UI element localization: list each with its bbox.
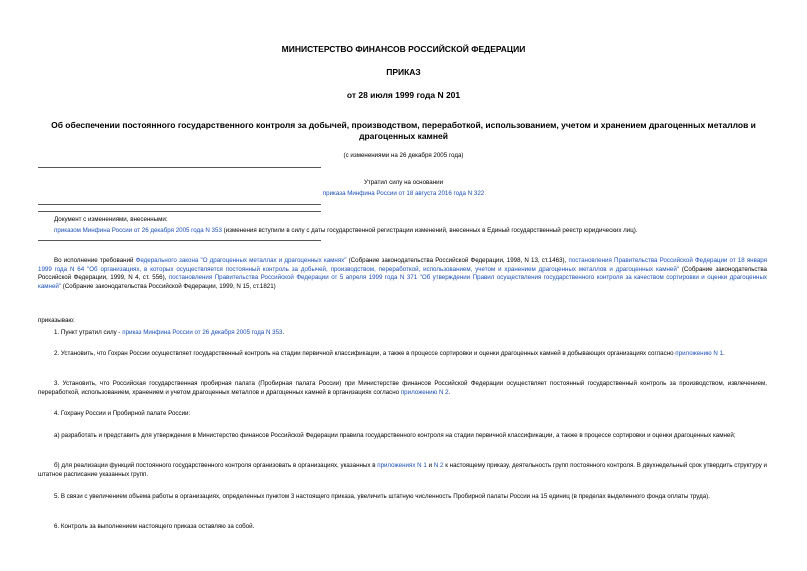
item-1: 1. Пункт утратил силу - приказ Минфина России от 26 декабря 2005 года N 353. bbox=[54, 329, 285, 336]
appendix-2-link[interactable]: приложению N 2 bbox=[400, 388, 449, 396]
document-title: Об обеспечении постоянного государственного контроля за добычей, производством, переработкой, использованием, учетом и хранением драгоценных металлов и драгоценных камней bbox=[51, 120, 756, 141]
changes-line bbox=[54, 227, 784, 236]
doc-type-heading: ПРИКАЗ bbox=[386, 67, 421, 77]
changes-label: Документ с изменениями, внесенными: bbox=[54, 216, 168, 223]
appendix-2-short-link[interactable]: N 2 bbox=[433, 462, 444, 469]
item-6: 6. Контроль за выполнением настоящего приказа оставляю за собой. bbox=[54, 523, 255, 530]
item-4b: б) для реализации функций постоянного государственного контроля организовать в организациях, указанных в приложениях N 1 и N 2 к настоящему приказу, деятельность групп постоянного контроля. В двухнедельный срок утвердить структуру и штатное расписание указанных групп. bbox=[38, 462, 767, 478]
item-4: 4. Гохрану России и Пробирной палате России: bbox=[54, 410, 191, 417]
repeal-order-link[interactable]: приказа Минфина России от 18 августа 2016 года N 322 bbox=[322, 190, 485, 197]
item-4a: а) разработать и представить для утверждения в Министерство финансов Российской Федерации правила государственного контроля на стадии первичной классификации, а также в процессе сортировки и оценки драгоценных камней; bbox=[54, 432, 736, 439]
item-1-link[interactable]: приказ Минфина России от 26 декабря 2005 года N 353 bbox=[122, 329, 283, 336]
government-decree-371-link[interactable]: постановления Правительства Российской Федерации от 5 апреля 1999 года N 371 "Об утверждении Правил осуществления государственного контроля за качеством сортировки и оценки драгоценных камней" bbox=[38, 274, 767, 290]
government-decree-64-link[interactable]: постановления Правительства Российской Федерации от 18 января 1999 года N 64 "Об организациях, в которых осуществляется постоянный контроль за добычей, производством, переработкой, использованием, учетом и хранением драгоценных металлов и драгоценных камней" bbox=[38, 257, 767, 273]
repeal-line: Утратил силу на основании bbox=[363, 179, 444, 186]
item-5: 5. В связи с увеличением объема работы в организациях, определенных пунктом 3 настоящего приказа, увеличить штатную численность Пробирной палаты России на 15 единиц (в пределах выделенного фонда оплаты труда). bbox=[54, 493, 710, 500]
amendments-note: (с изменениями на 26 декабря 2005 года) bbox=[343, 152, 464, 159]
appendix-1-link[interactable]: приложению N 1 bbox=[675, 350, 724, 357]
date-number-heading: от 28 июля 1999 года N 201 bbox=[346, 90, 461, 100]
ministry-heading: МИНИСТЕРСТВО ФИНАНСОВ РОССИЙСКОЙ ФЕДЕРАЦИИ bbox=[281, 44, 526, 54]
item-2: 2. Установить, что Гохран России осуществляет государственный контроль на стадии первичной классификации, а также в процессе сортировки и оценки драгоценных камней в добывающих организациях согласно приложению N 1. bbox=[54, 350, 725, 357]
changes-tail: (изменения вступили в силу с даты государственной регистрации изменений, внесенных в Единый государственный реестр юридических лиц). bbox=[221, 227, 638, 234]
changes-order-link[interactable]: приказом Минфина России от 26 декабря 2005 года N 353 bbox=[54, 227, 222, 234]
repeal-block bbox=[0, 190, 807, 199]
order-word: приказываю: bbox=[38, 317, 75, 324]
divider bbox=[38, 167, 321, 168]
divider bbox=[38, 211, 321, 212]
preamble-paragraph: Во исполнение требований Федерального закона "О драгоценных металлах и драгоценных камнях" (Собрание законодательства Российской Федерации, 1998, N 13, ст.1463), постановления Правительства Российской Федерации от 18 января 1999 года N 64 "Об организациях, в которых осуществляется постоянный контроль за добычей, производством, переработкой, использованием, учетом и хранением драгоценных металлов и драгоценных камней" (Собрание законодательства Российской Федерации, 1999, N 4, ст. 556), постановления Правительства Российской Федерации от 5 апреля 1999 года N 371 "Об утверждении Правил осуществления государственного контроля за качеством сортировки и оценки драгоценных камней" (Собрание законодательства Российской Федерации, 1999, N 15, ст.1821) bbox=[38, 257, 767, 290]
appendices-1-link[interactable]: приложениях N 1 bbox=[377, 462, 427, 469]
divider bbox=[38, 240, 321, 241]
divider bbox=[38, 204, 321, 205]
item-3: 3. Установить, что Российская государственная пробирная палата (Пробирная палата России) при Министерстве финансов Российской Федерации осуществляет постоянный государственный контроль за производством, извлечением, переработкой, использованием, хранением и учетом драгоценных металлов и драгоценных камней в организациях согласно приложению N 2. bbox=[38, 380, 767, 396]
federal-law-link[interactable]: Федерального закона "О драгоценных металлах и драгоценных камнях" bbox=[135, 257, 347, 264]
